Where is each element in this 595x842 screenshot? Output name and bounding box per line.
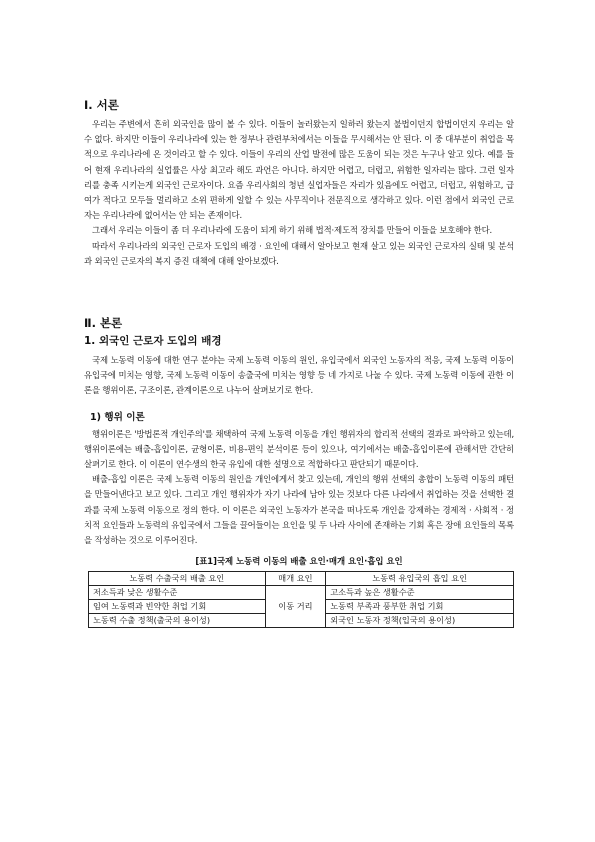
document-content xyxy=(84,98,514,628)
subsection1-paragraph-1: 행위이론은 '방법론적 개인주의'를 채택하여 국제 노동력 이동을 개인 행위자의 합리적 선택의 결과로 파악하고 있는데, 행위이론에는 배출-흡입이론, 균형이론, 비용-편익 분석이론 등이 있으나, 여기에서는 배출-흡입이론에 관해서만 간단히 살펴기로 한다. 이 이론이 연수생의 한국 유입에 대한 설명으로 적합하다고 판단되기 때문이다. xyxy=(84,428,514,470)
intro-paragraph-1: 우리는 주변에서 흔히 외국인을 많이 볼 수 있다. 이들이 놀러왔는지 일하러 왔는지 불법이던지 합법이던지 우리는 알 수 없다. 하지만 이들이 우리나라에 있는 한 정부나 관련부처에서는 이들을 무시해서는 안 된다. 이 중 대부분이 취업을 목적으로 우리나라에 온 것이라고 할 수 있다. 이들이 우리의 산업 발전에 많은 도움이 되는 것은 누구나 알고 있다. 예를 들어 현재 우리나라의 실업률은 사상 최고라 해도 과언은 아니다. 하지만 어렵고, 더럽고, 위험한 일자리는 많다. 그런 일자리를 충족 시키는게 외국인 근로자이다. 요즘 우리사회의 청년 실업자들은 자리가 있음에도 어렵고, 더럽고, 위험하고, 급여가 적다고 모두들 멀리하고 소위 편하게 일할 수 있는 사무직이나 전문직으로 생각하고 있다. 이런 점에서 외국인 근로자는 우리나라에 없어서는 안 되는 존재이다. xyxy=(84,119,514,221)
table-cell: 임여 노동력과 빈약한 취업 기회 xyxy=(89,600,266,614)
subsection1-paragraph-2: 배출-흡입 이론은 국제 노동력 이동의 원인을 개인에게서 찾고 있는데, 개인의 행위 선택의 총합이 노동력 이동의 패턴을 만들어낸다고 보고 있다. 그리고 개인 행위자가 자기 나라에 남아 있는 것보다 다른 나라에서 취업하는 것을 선택한 결과를 국제 노동력 이동으로 정의 한다. 이 이론은 외국인 노동자가 본국을 떠나도록 개인을 강제하는 경제적 · 사회적 · 정치적 요인들과 노동력의 유입국에서 그들을 끌어들이는 요인을 및 두 나라 사이에 존재하는 기회 혹은 장애 요인들의 목록을 작성하는 것으로 이루어진다. xyxy=(84,474,514,546)
table-cell: 외국인 노동자 정책(입국의 용이성) xyxy=(326,614,514,628)
table-header-cell: 노동력 수출국의 배출 요인 xyxy=(89,572,266,586)
intro-paragraph-2: 그래서 우리는 이들이 좀 더 우리나라에 도움이 되게 하기 위해 법적·제도적 장치를 만들어 이들을 보호해야 한다. xyxy=(92,225,493,236)
table-cell: 고소득과 높은 생활수준 xyxy=(326,586,514,600)
table-header-row xyxy=(89,572,514,586)
table-cell: 노동력 부족과 풍부한 취업 기회 xyxy=(326,600,514,614)
intro-paragraph-3: 따라서 우리나라의 외국인 근로자 도입의 배경 · 요인에 대해서 알아보고 현재 살고 있는 외국인 근로자의 실태 및 분석과 외국인 근로자의 복지 증진 대책에 대해 알아보겠다. xyxy=(84,240,514,266)
intro-heading: Ⅰ. 서론 xyxy=(84,98,119,112)
table-cell: 저소득과 낮은 생활수준 xyxy=(89,586,266,600)
table-header-cell: 노동력 유입국의 흡입 요인 xyxy=(326,572,514,586)
table-caption: [표1]국제 노동력 이동의 배출 요인·매개 요인·흡입 요인 xyxy=(195,556,403,567)
mediating-factor-cell: 이동 거리 xyxy=(265,586,326,628)
table-row xyxy=(89,586,514,600)
table-header-cell: 매개 요인 xyxy=(265,572,326,586)
table-cell: 노동력 수출 정책(출국의 용이성) xyxy=(89,614,266,628)
section1-heading: 1. 외국인 근로자 도입의 배경 xyxy=(84,335,222,348)
section1-paragraph: 국제 노동력 이동에 대한 연구 분야는 국제 노동력 이동의 원인, 유입국에서 외국인 노동자의 적응, 국제 노동력 이동이 유입국에 미치는 영향, 국제 노동력 이동이 송출국에 미치는 영향 등 네 가지로 나눌 수 있다. 국제 노동력 이동에 관한 이론을 행위이론, 구조이론, 관계이론으로 나누어 살펴보기로 한다. xyxy=(84,355,514,396)
factor-table xyxy=(88,571,514,628)
subsection1-heading: 1) 행위 이론 xyxy=(90,411,145,423)
body-heading: Ⅱ. 본론 xyxy=(84,316,123,331)
